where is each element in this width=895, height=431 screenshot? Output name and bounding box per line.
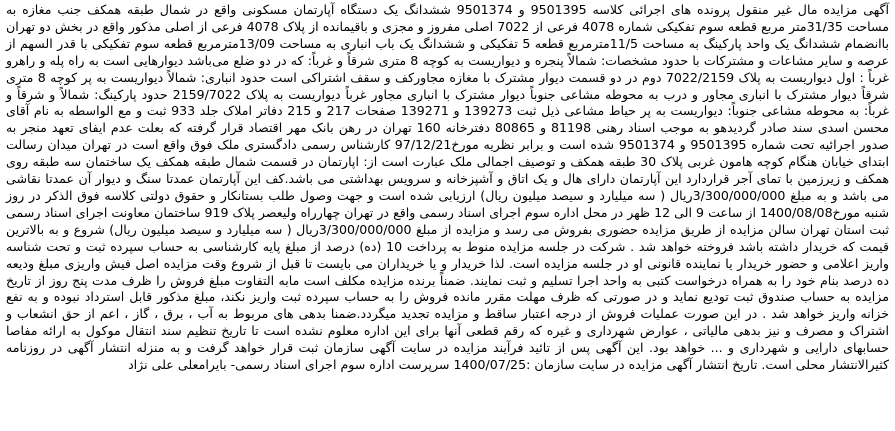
- auction-notice-text: آگهی مزایده مال غیر منقول پرونده های اجرائی کلاسه 9501395 و 9501374 ششدانگ یک دستگاه آپارتمان مسکونی واقع در شمال طبقه همکف جنب مغازه به مساحت 31/35متر مربع قطعه سوم تفکیکی شماره 4078 فرعی از 7022 اصلی مفروز و مجزی و باقیمانده از پلاک 4078 فرعی از اصلی مذکور واقع در بخش دو تهران باانضمام ششدانگ یک واحد پارکینگ به مساحت 11/5مترمربع قطعه 5 تفکیکی و ششدانگ یک باب انباری به مساحت 13/09مترمربع قطعه سوم تفکیکی با قدر السهم از عرصه و سایر مشاعات و مشترکات با حدود مشخصات: شمالاً پنجره و دیواریست به کوچه 8 متری شرقاً و غرباً: که در دو ضلع می‌باشد دیوارهایی است به راه پله و راهرو غرباً : اول دیواریست به پلاک 7022/2159 دوم در دو قسمت دیوار مشترک با مغازه مجاورکف و سقف اشتراکی است حدود انباری: شمالاً دیواریست به پر کوچه 8 متری شرقاً دیوار مشترک با انباری مجاور و درب به محوطه مشاعی جنوباً دیوار مشترک با انباری مجاور غرباً دیواریست به پلاک 2159/7022 حدود پارکینگ: شمالاً و شرقاً و غرباً: به محوطه مشاعی جنوباً: دیواریست به پر حیاط مشاعی ذیل ثبت 139273 و 139271 صفحات 217 و 215 دفاتر املاک جلد 933 ثبت و مع الواسطه به نام آقای محسن اسدی سند صادر گردیدهو به موجب اسناد رهنی 81198 و 80865 دفترخانه 160 تهران در رهن بانک مهر اقتصاد قرار گرفته که بعلت عدم ایفای تعهد منجر به صدور اجرائیه تحت شماره 9501395 و 9501374 شده است و برابر نظریه مورخ97/12/21 کارشناس رسمی دادگستری ملک فوق واقع است در تهران میدان رسالت ابتدای خیابان هنگام کوچه هامون غربی پلاک 30 طبقه همکف و توصیف اجمالی ملک عبارت است از: اپارتمان در قسمت شمال طبقه همکف یک ساختمان سه طبقه روی همکف و زیرزمین با تمای آجر قراردارد این آپارتمان دارای هال و یک اتاق و آشپزخانه و سرویس بهداشتی می باشد.کف این آپارتمان عمدتا سنگ و دیوار آن عمدتا نقاشی می باشد و به مبلغ 3/300/000/000ریال ( سه میلیارد و سیصد میلیون ریال) ارزیابی شده است و جهت وصول طلب بستانکار و حقوق دولتی کلاسه فوق الذکر در روز شنبه مورخ1400/08/08 از ساعت 9 الی 12 ظهر در محل اداره سوم اجرای اسناد رسمی واقع در تهران چهارراه ولیعصر پلاک 919 ساختمان معاونت اجرای اسناد رسمی ثبت استان تهران سالن مزایده از طریق مزایده حضوری بفروش می رسد و مزایده از مبلغ 3/300/000/000ریال ( سه میلیارد و سیصد میلیون ریال) شروع و به بالاترین قیمت که خریدار داشته باشد فروخته خواهد شد . شرکت در جلسه مزایده منوط به پرداخت 10 (ده) درصد از مبلغ پایه کارشناسی به حساب سپرده ثبت و تحت شناسه واریز اعلامی و حضور خریدار یا نماینده قانونی او در جلسه مزایده است. لذا خریدار و یا خریداران می بایست تا قبل از شروع وقت مزایده اصل فیش واریزی مبلغ ودیعه ده درصد بنام خود را به همراه درخواست کتبی به واحد اجرا تسلیم و ثبت نمایند. ضمناً برنده مزایده مکلف است مابه التفاوت مبلغ فروش را ظرف مدت پنج روز از تاریخ مزایده به حساب صندوق ثبت تودیع نماید و در صورتی که ظرف مهلت مقرر مانده فروش را به حساب سپرده ثبت واریز نکند، مبلغ مذکور قابل استرداد نبوده و به نفع خزانه واریز خواهد شد . در این صورت عملیات فروش از درجه اعتبار ساقط و مزایده تجدید میگردد.ضمنا بدهی های مربوط به آب ، برق ، گاز ، اعم از حق انشعاب و اشتراک و مصرف و نیز بدهی مالیاتی ، عوارض شهرداری و غیره که رقم قطعی آنها برای این اداره معلوم نشده است تا تاریخ تنظیم سند انتقال موکول به ارائه مفاصا حسابهای دارایی و شهرداری و ... خواهد بود. این آگهی پس از تائید فرآیند مزایده در سایت آگهی سازمان ثبت قرار خواهد گرفت و به منزله انتشار آگهی در روزنامه کثیرالانتشار محلی است. تاریخ انتشار آگهی مزایده در سایت سازمان :1400/07/25 سرپرست اداره سوم اجرای اسناد رسمی- بایرامعلی علی نژاد: [6, 2, 890, 373]
